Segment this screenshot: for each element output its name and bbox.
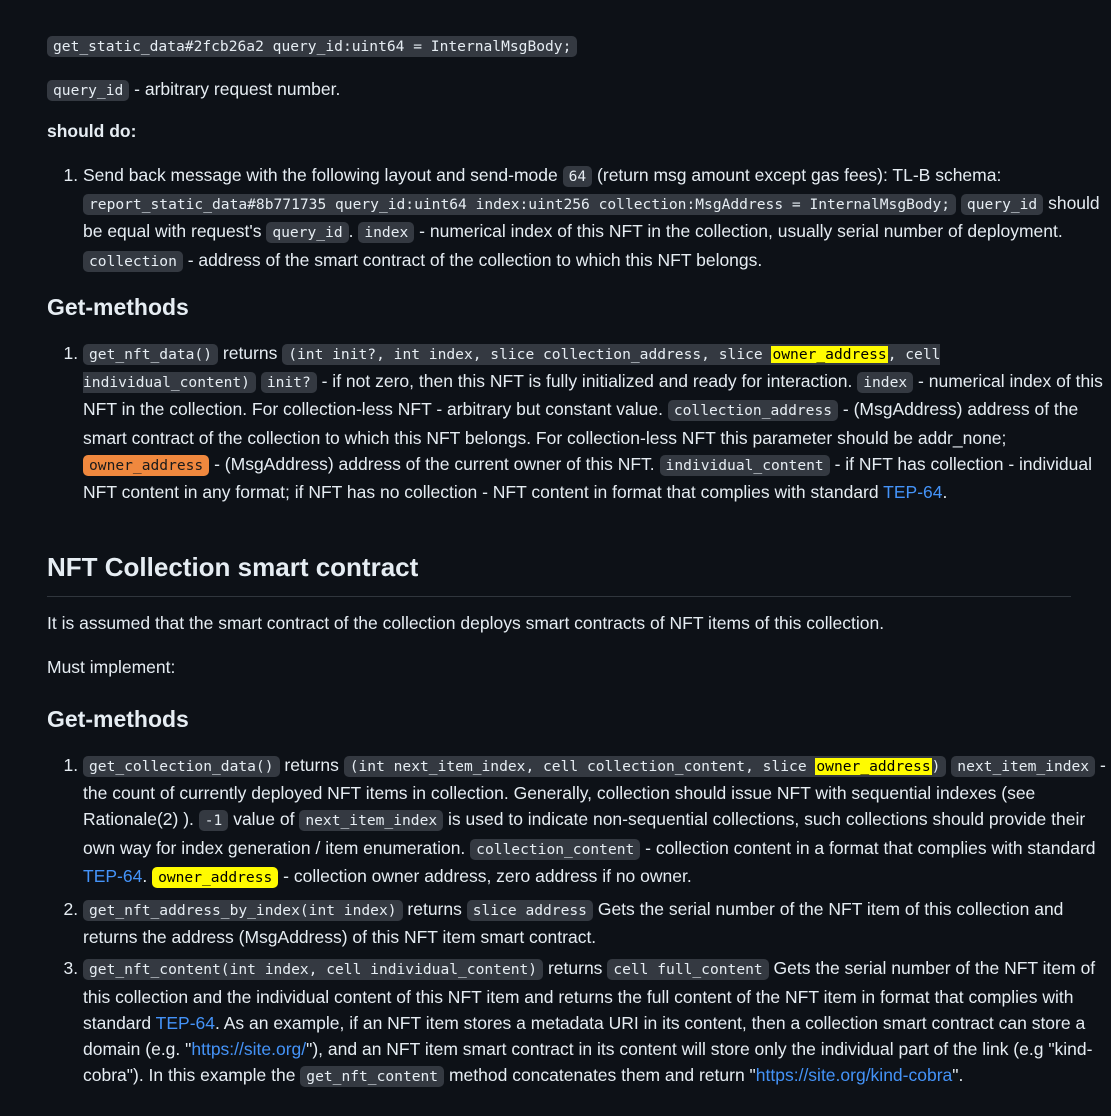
- must-implement-text: Must implement:: [47, 657, 176, 677]
- inline-code: query_id: [961, 194, 1043, 215]
- list-item: [83, 340, 1107, 505]
- inline-code: [344, 756, 947, 777]
- inline-code: cell full_content: [607, 959, 768, 980]
- text: Gets the serial number of the NFT item of this collection and returns the address (MsgAddress) of this NFT item smart contract.: [83, 899, 1064, 948]
- inline-code-highlighted: owner_address: [152, 867, 278, 888]
- inline-code: index: [857, 372, 913, 393]
- inline-code: get_nft_content: [300, 1066, 444, 1087]
- list-item: [83, 955, 1107, 1090]
- query-id-line: [47, 76, 1071, 104]
- code-part: (int init?, int index, slice collection_address, slice: [288, 346, 772, 363]
- list-item: [83, 162, 1107, 275]
- inline-code: query_id: [266, 222, 348, 243]
- intro-text: [47, 0, 1071, 2]
- code-part: (int next_item_index, cell collection_content, slice: [349, 758, 816, 775]
- text: - if not zero, then this NFT is fully initialized and ready for interaction.: [316, 371, 858, 392]
- text: - if NFT has collection - individual NFT content in any format; if NFT has no collection - NFT content in format that complies with standard: [83, 453, 1092, 503]
- text: Send back message with the following layout and send-mode: [83, 165, 563, 185]
- inline-code-highlighted: owner_address: [83, 455, 209, 476]
- should-do-label: should do:: [47, 121, 137, 141]
- text: - collection owner address, zero address if no owner.: [278, 865, 692, 886]
- text: - address of the smart contract of the collection to which this NFT belongs.: [182, 249, 763, 270]
- inline-code: index: [358, 222, 414, 243]
- inline-code: get_nft_content(int index, cell individual_content): [83, 959, 543, 980]
- inline-code: individual_content: [660, 455, 830, 476]
- should-do-list: [47, 162, 1107, 275]
- text: .: [942, 482, 948, 503]
- text: .: [142, 865, 153, 886]
- text: "), and an NFT item smart contract in its content will store only the individual part of the link (e.g "kind-cobra"). In this example the: [83, 1039, 1093, 1086]
- section-heading-get-methods: Get-methods: [47, 294, 189, 320]
- section-heading-get-methods-2: Get-methods: [47, 706, 189, 732]
- code-part: , cell individual_content): [83, 346, 941, 392]
- collection-methods-list: [47, 752, 1107, 1090]
- inline-code: next_item_index: [951, 756, 1095, 777]
- text: - (MsgAddress) address of the smart contract of the collection to which this NFT belongs. For collection-less NFT this parameter should be addr_none;: [83, 399, 1079, 448]
- text: returns: [402, 899, 467, 920]
- code-part: ): [931, 758, 941, 775]
- text: should be equal with request's: [83, 193, 1100, 242]
- inline-code: get_collection_data(): [83, 756, 280, 777]
- text: Gets the serial number of the NFT item of this collection and the individual content of this NFT item and returns the full content of the NFT item in format that complies with standard: [83, 958, 1096, 1033]
- inline-code: get_nft_address_by_index(int index): [83, 900, 403, 921]
- list-item: [83, 896, 1107, 950]
- inline-code: next_item_index: [299, 810, 443, 831]
- text: returns: [543, 958, 608, 979]
- list-item: [83, 752, 1107, 891]
- inline-code: collection: [83, 251, 183, 272]
- schema-line: [47, 32, 1071, 60]
- site-org-link[interactable]: https://site.org/: [191, 1039, 307, 1060]
- inline-code: slice address: [467, 900, 593, 921]
- site-org-kind-cobra-link[interactable]: https://site.org/kind-cobra: [755, 1065, 953, 1086]
- highlight: owner_address: [772, 346, 887, 363]
- text: method concatenates them and return ": [444, 1065, 756, 1086]
- inline-code: 64: [563, 166, 593, 187]
- inline-code: get_nft_data(): [83, 344, 218, 365]
- inline-code: collection_address: [668, 400, 838, 421]
- text: returns: [218, 343, 283, 363]
- text: . As an example, if an NFT item stores a metadata URI in its content, then a collection smart contract can store a domain (e.g. ": [83, 1012, 1086, 1060]
- inline-code: -1: [199, 810, 229, 831]
- collection-paragraph: It is assumed that the smart contract of the collection deploys smart contracts of NFT items of this collection.: [47, 613, 885, 633]
- text: - numerical index of this NFT in the collection, usually serial number of deployment.: [414, 221, 1063, 242]
- text: .: [348, 221, 359, 242]
- inline-code: report_static_data#8b771735 query_id:uint64 index:uint256 collection:MsgAddress = InternalMsgBody;: [83, 194, 956, 215]
- tep-64-link[interactable]: TEP-64: [883, 482, 943, 503]
- inline-code: init?: [261, 372, 317, 393]
- section-title-collection: NFT Collection smart contract: [47, 550, 1071, 597]
- text: - the count of currently deployed NFT items in collection. Generally, collection should issue NFT with sequential indexes (see Rationale(2) ).: [83, 755, 1106, 830]
- inline-code: collection_content: [470, 839, 640, 860]
- text: - arbitrary request number.: [129, 79, 341, 99]
- text: (return msg amount except gas fees): TL-B schema:: [592, 165, 1002, 185]
- text: value of: [228, 809, 300, 830]
- inline-code: query_id: [47, 80, 129, 101]
- text: - collection content in a format that complies with standard: [640, 837, 1096, 858]
- text: returns: [279, 755, 344, 775]
- text: ".: [952, 1065, 964, 1086]
- tep-64-link[interactable]: TEP-64: [83, 865, 143, 886]
- text: is used to indicate non-sequential collections, such collections should provide their own way for index generation / item enumeration.: [83, 809, 1086, 858]
- text: - numerical index of this NFT in the collection. For collection-less NFT - arbitrary but constant value.: [83, 371, 1103, 420]
- tep-64-link[interactable]: TEP-64: [155, 1012, 215, 1033]
- highlight: owner_address: [816, 758, 931, 775]
- get-methods-list: [47, 340, 1107, 505]
- text: - (MsgAddress) address of the current owner of this NFT.: [209, 453, 660, 474]
- inline-code: get_static_data#2fcb26a2 query_id:uint64 = InternalMsgBody;: [47, 36, 577, 57]
